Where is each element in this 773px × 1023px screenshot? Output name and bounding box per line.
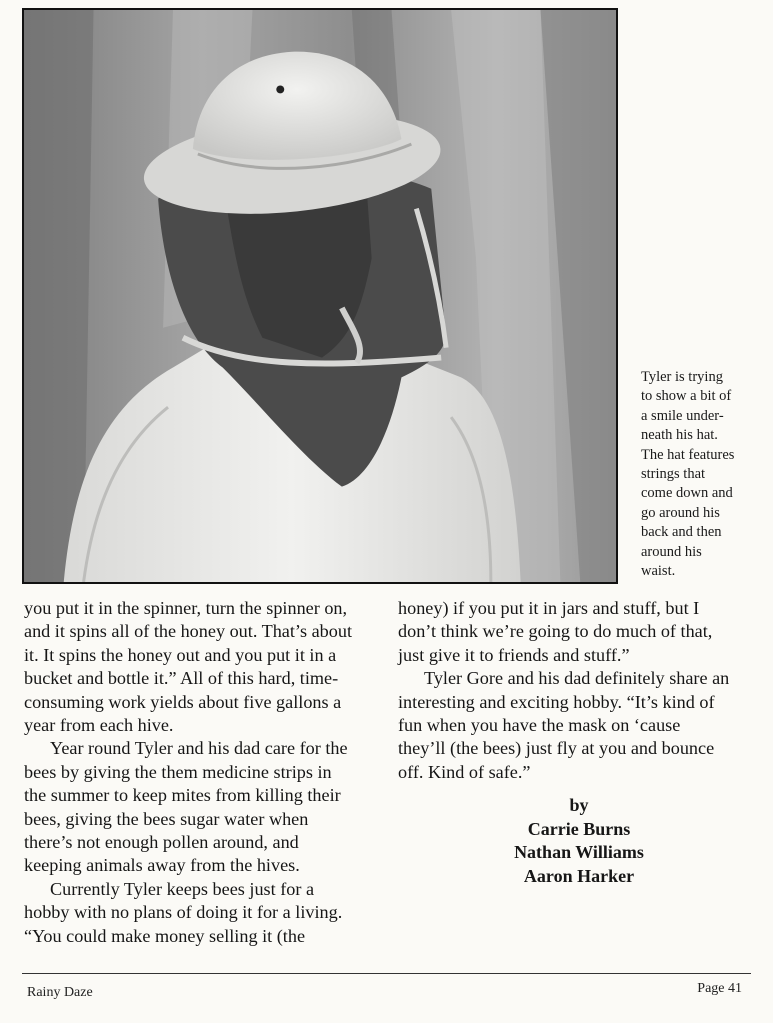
paragraph xyxy=(24,597,386,737)
text-line: year from each hive. xyxy=(24,715,174,736)
caption-line: waist. xyxy=(641,563,676,580)
photo-caption xyxy=(641,368,763,581)
text-line: bees by giving the them medicine strips in xyxy=(24,761,332,782)
caption-line: to show a bit of xyxy=(641,388,732,405)
byline xyxy=(398,794,750,888)
text-line: fun when you have the mask on ‘cause xyxy=(398,715,681,736)
text-line: Tyler Gore and his dad definitely share an xyxy=(424,668,730,689)
text-line: interesting and exciting hobby. “It’s kind of xyxy=(398,691,715,712)
text-line: hobby with no plans of doing it for a living. xyxy=(24,902,343,923)
text-line: honey) if you put it in jars and stuff, but I xyxy=(398,598,700,618)
article-column-left xyxy=(24,597,386,948)
publication-name: Rainy Daze xyxy=(27,985,93,1000)
text-line: just give it to friends and stuff.” xyxy=(398,644,630,665)
paragraph xyxy=(24,737,386,877)
paragraph xyxy=(398,667,750,784)
caption-line: a smile under- xyxy=(641,407,724,424)
caption-line: strings that xyxy=(641,466,706,483)
article-column-right xyxy=(398,597,750,888)
byline-author: Carrie Burns xyxy=(527,818,631,839)
byline-author: Nathan Williams xyxy=(514,842,644,863)
footer-rule xyxy=(22,973,751,974)
text-line: bees, giving the bees sugar water when xyxy=(24,808,309,829)
text-line: they’ll (the bees) just fly at you and bounce xyxy=(398,738,715,759)
paragraph xyxy=(398,597,750,667)
text-line: you put it in the spinner, turn the spinner on, xyxy=(24,598,348,618)
caption-line: Tyler is trying xyxy=(641,369,723,385)
text-line: don’t think we’re going to do much of that, xyxy=(398,621,713,642)
beekeeper-photo-art xyxy=(24,10,616,582)
text-line: “You could make money selling it (the xyxy=(24,925,306,946)
caption-line: neath his hat. xyxy=(641,427,718,444)
page-number: Page 41 xyxy=(697,981,742,996)
text-line: consuming work yields about five gallons a xyxy=(24,691,342,712)
text-line: and it spins all of the honey out. That’s about xyxy=(24,621,353,642)
text-line: it. It spins the honey out and you put it in a xyxy=(24,644,337,665)
text-line: there’s not enough pollen around, and xyxy=(24,832,299,853)
caption-line: The hat features xyxy=(641,446,735,463)
text-line: bucket and bottle it.” All of this hard, time- xyxy=(24,668,339,689)
caption-line: around his xyxy=(641,543,702,560)
text-line: off. Kind of safe.” xyxy=(398,761,531,782)
text-line: Currently Tyler keeps bees just for a xyxy=(50,878,315,899)
caption-line: come down and xyxy=(641,485,733,502)
caption-line: back and then xyxy=(641,524,722,541)
byline-by: by xyxy=(569,795,589,816)
text-line: keeping animals away from the hives. xyxy=(24,855,300,876)
byline-author: Aaron Harker xyxy=(523,865,635,886)
beekeeper-photo xyxy=(22,8,618,584)
paragraph xyxy=(24,878,386,948)
text-line: Year round Tyler and his dad care for the xyxy=(50,738,348,759)
caption-line: go around his xyxy=(641,504,720,521)
text-line: the summer to keep mites from killing their xyxy=(24,785,341,806)
